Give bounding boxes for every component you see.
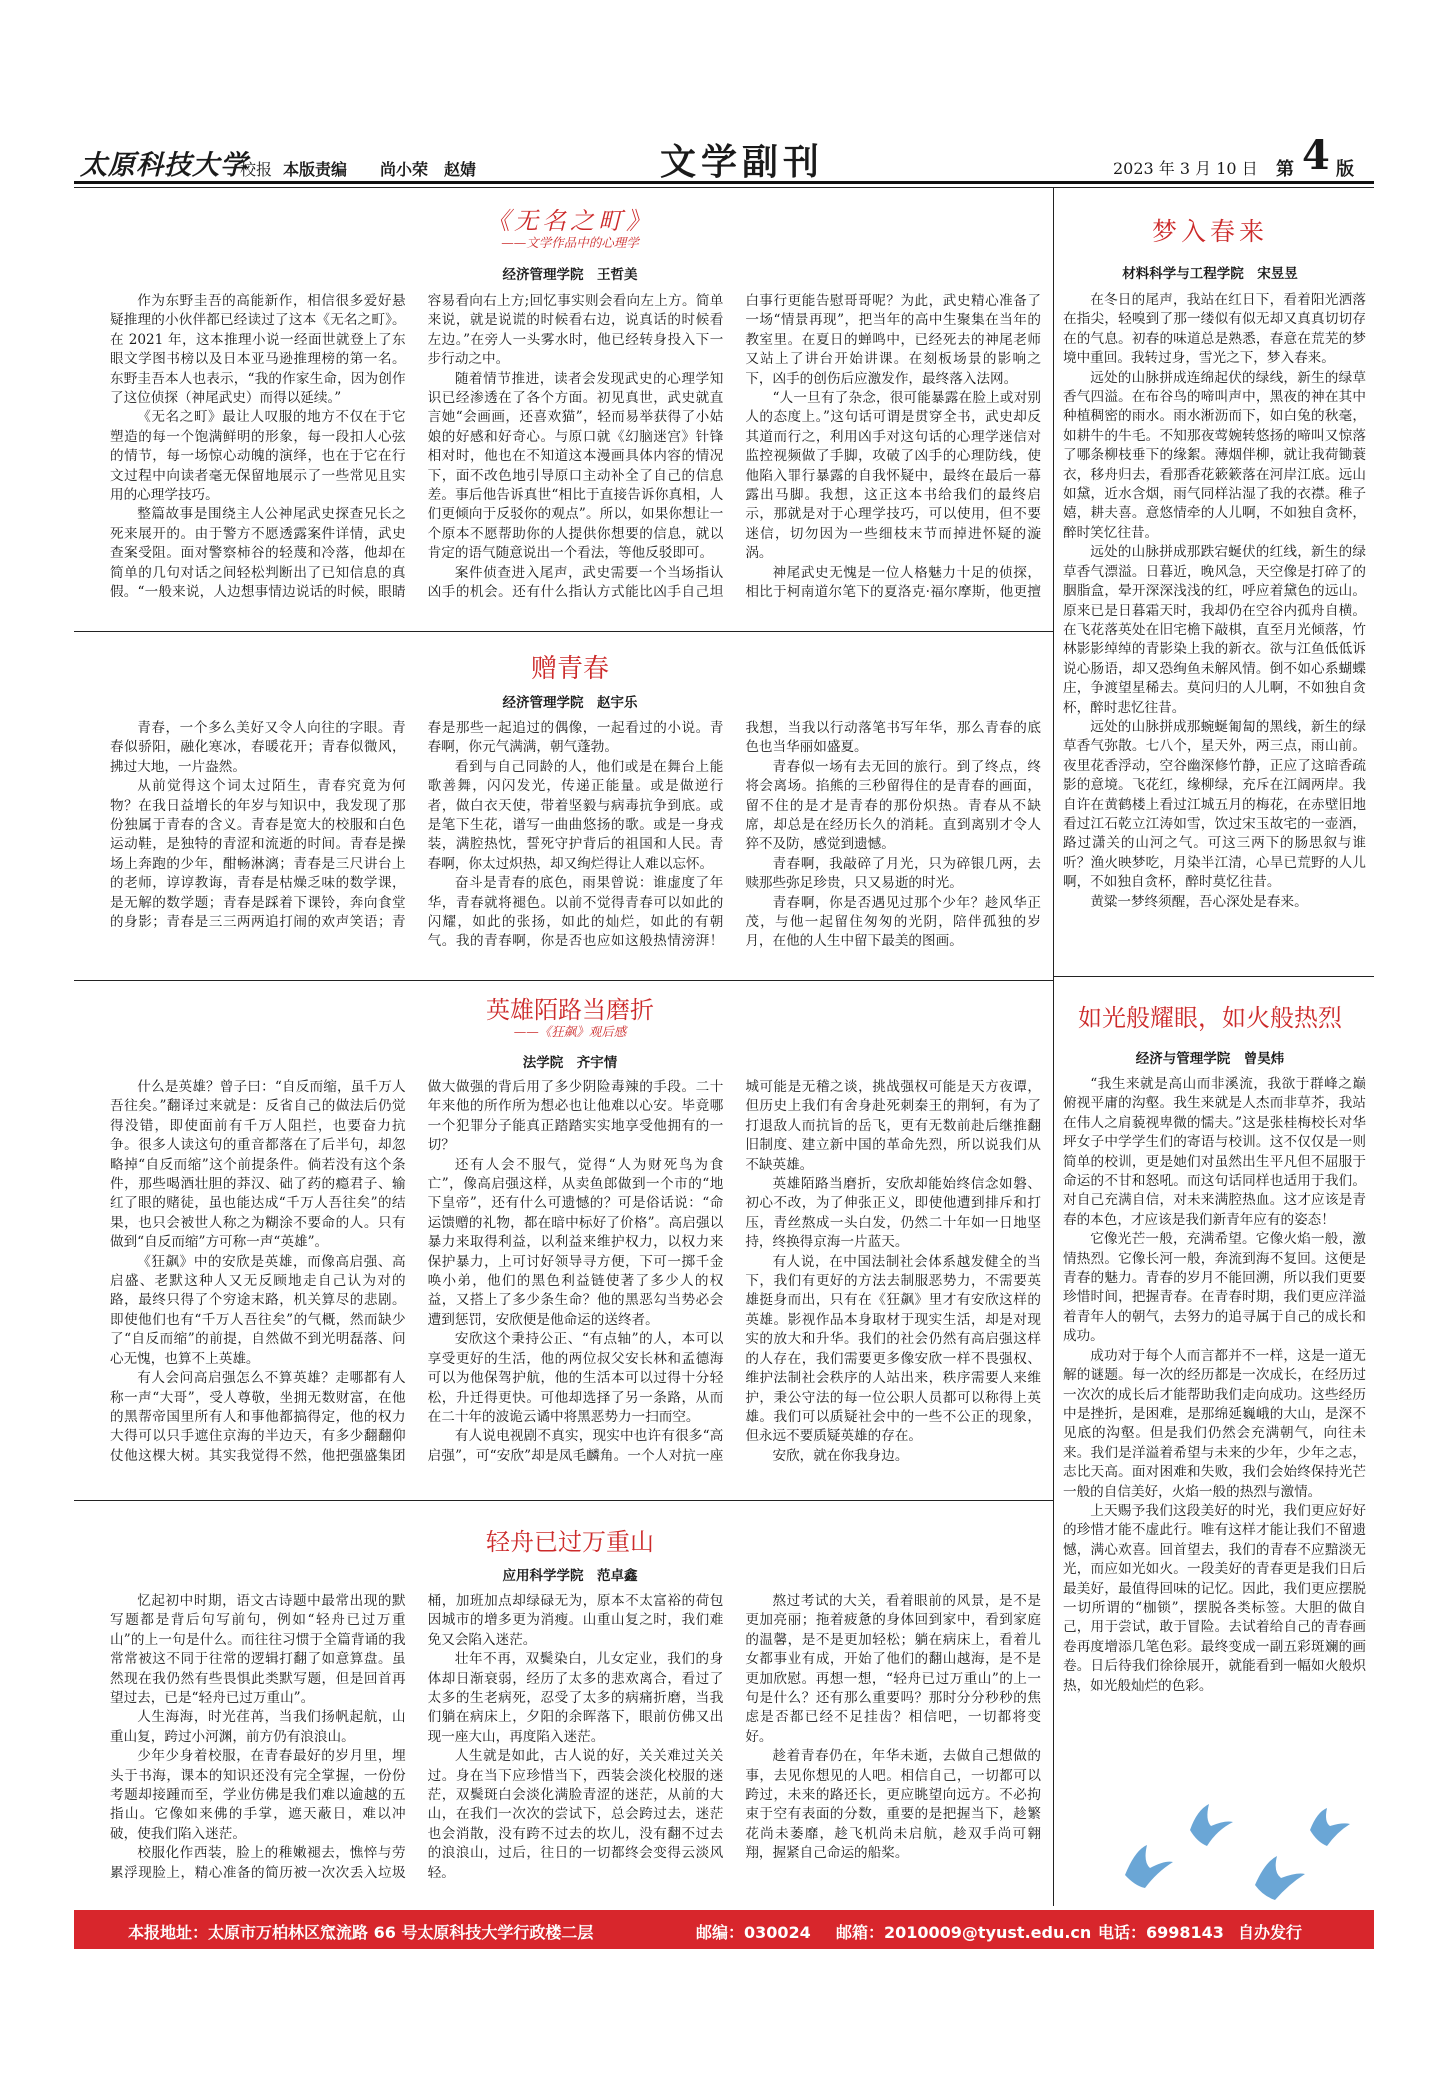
paragraph: “我生来就是高山而非溪流，我欲于群峰之巅俯视平庸的沟壑。我生来就是人杰而非草芥，我站在伟人之肩藐视卑微的懦夫。”这是张桂梅校长对华坪女子中学学生们的寄语与校训。这不仅仅是一则简单的校训，更是她们对虽然出生平凡但不屈服于命运的不甘和怒吼。而这句话同样也适用于我们。对自己充满自信，对未来满腔热血。这才应该是青春的本色，才应该是我们新青年应有的姿态！ bbox=[1063, 1076, 1366, 1228]
paragraph: 黄粱一梦终须醒，吾心深处是春来。 bbox=[1090, 893, 1308, 910]
paragraph: 随着情节推进，读者会发现武史的心理学知识已经渗透在了各个方面。初见真世，武史就直言她“会画画，还喜欢猫”，轻而易举获得了小姑娘的好感和好奇心。与原口就《幻脑迷宫》针锋相对时，他也在不知道这本漫画具体内容的情况下，面不改色地引导原口主动补全了自己的信息差。事后他告诉真世“相比于直接告诉你真相，人们更倾向于反驳你的观点”。所以，如果你想让一个原本不愿帮助你的人提供你想要的信息，就以肯定的语气随意说出一个看法，等他反驳即可。 bbox=[427, 370, 724, 562]
section-rule bbox=[74, 631, 1053, 632]
paragraph: 趁着青春仍在，年华未逝，去做自己想做的事，去见你想见的人吧。相信自己，一切都可以跨过，未来的路还长，更应眺望向远方。不必拘束于空有表面的分数，重要的是把握当下，趁繁花尚未萎靡，趁飞机尚未启航，趁双手尚可翱翔，握紧自己命运的船桨。 bbox=[745, 1748, 1041, 1862]
editor-label: 本版责编 bbox=[283, 160, 348, 179]
article-byline: 经济与管理学院 曾昊炜 bbox=[1135, 1051, 1285, 1067]
paragraph: “人一旦有了杂念，很可能暴露在脸上或对别人的态度上。”这句话可谓是贯穿全书，武史却反其道而行之，利用凶手对这句话的心理学迷信对监控视频做了手脚，攻破了凶手的心理防线，使他陷入罪行暴露的自我怀疑中，最终在最后一幕露出马脚。我想，这正这本书给我们的最终启示，那就是对于心理学技巧，可以使用，但不要迷信，切勿因为一些细枝末节而掉进怀疑的漩涡。 bbox=[745, 390, 1041, 562]
article-title: 《无名之町》 bbox=[486, 207, 654, 235]
paragraph: 安欣，就在你我身边。 bbox=[772, 1447, 909, 1464]
masthead-logo: 太原科技大学 bbox=[80, 150, 248, 181]
page-number: 4 bbox=[1302, 132, 1330, 179]
article-byline: 经济管理学院 王哲美 bbox=[502, 267, 638, 283]
paragraph: 有人会问高启强怎么不算英雄？走哪都有人称一声“大哥”，受人尊敬，坐拥无数财富，在他的黑帮帝国里所有人和事他都搞得定，他的权力大得可以只手遮住京海的半边天，有多少翻翻仰仗他这棵大树。其实我觉得不然，他把强盛集团做大做强的背后用了多少阴险毒辣的手段。二十年来他的所作所为想必也让他难以心安。毕竟哪一个犯罪分子能真正踏踏实实地享受他拥有的一切？ bbox=[110, 1079, 724, 1464]
paragraph: 什么是英雄？曾子曰：“自反而缩，虽千万人吾往矣。”翻译过来就是：反省自己的做法后仍觉得没错，即使面前有千万人阻拦，也要奋力抗争。很多人读这句的重音都落在了后半句，却忽略掉“自反而缩”这个前提条件。倘若没有这个条件，那些喝酒壮胆的莽汉、础了药的瘾君子、输红了眼的赌徒，虽也能达成“千万人吾往矣”的结果，也只会被世人称之为糊涂不要命的人。只有做到“自反而缩”方可称一声“英雄”。 bbox=[110, 1079, 406, 1251]
article-body bbox=[110, 1078, 1041, 1476]
article-body bbox=[110, 292, 1041, 608]
paragraph: 远处的山脉拼成那蜿蜒匍匐的黑线，新生的绿草香气弥散。七八个，星天外，两三点，雨山前。夜里花香浮动，空谷幽深修竹静，正应了这暗香疏影的意境。飞花红，缘柳绿，充斥在江阔两岸。我自许在黄鹤楼上看过江城五月的梅花，在赤壁旧地看过江石乾立江涛如雪，饮过宋玉故宅的一壶酒，路过潇关的山河之气。可这三两下的肠思叙与谁听？渔火映梦吃，月染半江清，心旱已荒野的人儿啊，不如独自贪杯，醉时莫忆往昔。 bbox=[1063, 718, 1366, 891]
page-label: 第 bbox=[1276, 159, 1294, 180]
paragraph: 人生就是如此，古人说的好，关关难过关关过。身在当下应珍惜当下，西装会淡化校服的迷茫，双鬓斑白会淡化满脸青涩的迷茫，从前的大山，在我们一次次的尝试下，总会跨过去，迷茫也会消散，没有跨不过去的坎儿，没有翻不过去的浪浪山，过后，往日的一切都终会变得云淡风轻。 bbox=[427, 1748, 724, 1881]
paragraph: 在冬日的尾声，我站在红日下，看着阳光洒落在指尖，轻嗅到了那一缕似有似无却又真真切切存在的气息。初春的味道总是熟悉，春意在荒芜的梦境中重回。我转过身，雪光之下，梦入春来。 bbox=[1063, 292, 1366, 367]
paragraph: 它像光芒一般，充满希望。它像火焰一般，激情热烈。它像长河一般，奔流到海不复回。这便是青春的魅力。青春的岁月不能回溯，所以我们更要珍惜时间，把握青春。在青春时期，我们更应洋溢着青年人的朝气，去努力的追寻属于自己的成长和成功。 bbox=[1063, 1231, 1366, 1345]
paragraph: 整篇故事是围绕主人公神尾武史探查兄长之死来展开的。由于警方不愿透露案件详情，武史查案受阻。面对警察柿谷的轻蔑和冷落，他却在简单的几句对话之间轻松判断出了已知信息的真假。“一般来说，人边想事情边说话的时候，眼睛容易看向右上方;回忆事实则会看向左上方。简单来说，就是说谎的时候看右边，说真话的时候看左边。”在旁人一头雾水时，他已经转身投入下一步行动之中。 bbox=[110, 293, 724, 601]
paragraph: 案件侦查进入尾声，武史需要一个当场指认凶手的机会。还有什么指认方式能比凶手自己坦白事行更能告慰哥哥呢？为此，武史精心准备了一场“情景再现”，把当年的高中生聚集在当年的教室里。在夏日的蝉鸣中，已经死去的神尾老师又站上了讲台开始讲课。在刻板场景的影响之下，凶手的创伤后应激发作，最终落入法网。 bbox=[427, 293, 1041, 601]
paragraph: 神尾武史无愧是一位人格魅力十足的侦探，相比于柯南道尔笔下的夏洛克·福尔摩斯，他更擅 bbox=[745, 564, 1041, 601]
paragraph: 远处的山脉拼成连绵起伏的绿线，新生的绿草香气四溢。在布谷鸟的啼叫声中，黑夜的神在其中种植稠密的雨水。雨水淅沥而下，如白兔的秋毫，如耕牛的牛毛。不知那夜莺婉转悠扬的啼叫又惊落了哪条柳枝垂下的缘絮。薄烟伴柳，就让我荷锄蓑衣，移舟归去，看那香花簌簌落在河岸江底。远山如黛，近水含烟，雨气同样沾湿了我的衣襟。稚子嬉，耕夫喜。意悠情牵的人儿啊，不如独自贪杯，醉时笑忆往昔。 bbox=[1063, 369, 1366, 541]
paragraph: 看到与自己同龄的人，他们或是在舞台上能歌善舞，闪闪发光，传递正能量。或是做逆行者，做白衣天使，带着坚毅与病毒抗争到底。或是笔下生花，谱写一曲曲悠扬的歌。或是一身戎装，满腔热忱，誓死守护背后的祖国和人民。青春啊，你太过炽热，却又绚烂得让人难以忘怀。 bbox=[427, 758, 724, 872]
paragraph: 安欣这个秉持公正、“有点轴”的人，本可以享受更好的生活，他的两位叔父安长林和孟德海可以为他保驾护航，他的生活本可以过得十分轻松，升迁得更快。可他却选择了另一条路，从而在二十年的波诡云谲中将黑恶势力一扫而空。 bbox=[427, 1331, 724, 1425]
paragraph: 壮年不再，双鬓染白，儿女定业，我们的身体却日渐衰弱，经历了太多的悲欢离合，看过了太多的生老病死，忍受了太多的病痛折磨，当我们躺在病床上，夕阳的余晖落下，眼前仿佛又出现一座大山，再度陷入迷茫。 bbox=[427, 1651, 724, 1745]
column-divider bbox=[1053, 188, 1054, 1906]
paragraph: 成功对于每个人而言都并不一样，这是一道无解的谜题。每一次的经历都是一次成长，在经历过一次次的成长后才能帮助我们走向成功。这些经历中是挫折，是困难，是那绵延巍峨的大山，是深不见底的沟壑。但是我们仍然会充满朝气，向往未来。我们是洋溢着希望与未来的少年，少年之志，志比天高。面对困难和失败，我们会始终保持光芒一般的自信美好，火焰一般的热烈与激情。 bbox=[1063, 1347, 1366, 1500]
article-body bbox=[110, 719, 1041, 975]
article-title: 梦入春来 bbox=[1151, 217, 1268, 246]
paragraph: 奋斗是青春的底色，雨果曾说：谁虚度了年华，青春就将褪色。以前不觉得青春可以如此的闪耀，如此的张扬，如此的灿烂，如此的有朝气。我的青春啊，你是否也应如这般热情滂湃！我想，当我以行动落笔书写年华，那么青春的底色也当华丽如盛夏。 bbox=[427, 720, 1041, 950]
issue-date: 2023 年 3 月 10 日 bbox=[1113, 159, 1258, 178]
paragraph: 青春啊，我敲碎了月光，只为碎银几两，去赎那些弥足珍贵，只又易逝的时光。 bbox=[745, 855, 1041, 892]
paragraph: 青春啊，你是否遇见过那个少年？趁风华正茂，与他一起留住匆匆的光阴，陪伴孤独的岁月，在他的人生中留下最美的图画。 bbox=[745, 894, 1041, 950]
paragraph: 从前觉得这个词太过陌生，青春究竟为何物？在我日益增长的年岁与知识中，我发现了那份独属于青春的含义。青春是宽大的校服和白色运动鞋，是独特的青涩和流逝的时间。青春是操场上奔跑的少年，酣畅淋漓；青春是三尺讲台上的老师，谆谆教诲，青春是枯燥乏味的数学课，是无解的数学题；青春是踩着下课铃，奔向食堂的身影；青春是三三两两追打闹的欢声笑语；青春是那些一起追过的偶像，一起看过的小说。青春啊，你元气满满，朝气蓬勃。 bbox=[110, 720, 724, 931]
paragraph: 校服化作西装，脸上的稚嫩褪去，憔悴与劳累浮现脸上，精心准备的简历被一次次丢入垃圾桶，加班加点却绿碌无为，原本不太富裕的荷包因城市的增多更为消瘦。山重山复之时，我们难免又会陷入迷茫。 bbox=[110, 1593, 724, 1881]
paragraph: 有人说，在中国法制社会体系越发健全的当下，我们有更好的方法去制服恶势力，不需要英雄挺身而出，只有在《狂飙》里才有安欣这样的英雄。影视作品本身取材于现实生活，却是对现实的放大和升华。我们的社会仍然有高启强这样的人存在，我们需要更多像安欣一样不畏强权、维护法制社会秩序的人站出来，秩序需要人来维护，秉公守法的每一位公职人员都可以称得上英雄。我们可以质疑社会中的一些不公正的现象，但永远不要质疑英雄的存在。 bbox=[745, 1253, 1041, 1445]
paragraph: 《无名之町》最让人叹服的地方不仅在于它塑造的每一个饱满鲜明的形象，每一段扣人心弦的情节，每一场惊心动魄的演绎，也在于它在行文过程中向读者毫无保留地展示了一些常见且实用的心理学技巧。 bbox=[110, 409, 406, 504]
editor-names: 尚小荣 赵婧 bbox=[380, 160, 477, 179]
article-byline: 经济管理学院 赵宇乐 bbox=[502, 695, 638, 711]
section-rule bbox=[74, 1500, 1053, 1501]
bird-icon bbox=[1105, 1790, 1365, 1905]
article-subtitle: ——文学作品中的心理学 bbox=[501, 235, 639, 250]
section-rule bbox=[74, 980, 1053, 981]
article-byline: 材料科学与工程学院 宋昱昱 bbox=[1122, 266, 1298, 282]
article-body bbox=[1063, 291, 1366, 970]
article-byline: 法学院 齐宇情 bbox=[522, 1055, 618, 1071]
page-unit: 版 bbox=[1336, 159, 1354, 180]
footer-distribution: 自办发行 bbox=[1238, 1923, 1303, 1942]
paragraph: 有人说电视剧不真实，现实中也许有很多“高启强”，可“安欣”却是凤毛麟角。一个人对抗一座城可能是无稽之谈，挑战强权可能是天方夜谭，但历史上我们有舍身赴死刺秦王的荆轲，有为了打退敌人而抗旨的岳飞，更有无数前赴后继推翻旧制度、建立新中国的革命先烈，所以说我们从不缺英雄。 bbox=[427, 1079, 1041, 1464]
paragraph: 少年少身着校服，在青春最好的岁月里，埋头于书海，课本的知识还没有完全掌握，一份份考题却接踵而至，学业仿佛是我们难以逾越的五指山。它像如来佛的手掌，遮天蔽日，难以冲破，使我们陷入迷茫。 bbox=[110, 1748, 406, 1842]
paragraph: 英雄陌路当磨折，安欣却能始终信念如磐、初心不改，为了伸张正义，即使他遭到排斥和打压，青丝熬成一头白发，仍然二十年如一日地坚持，终换得京海一片蓝天。 bbox=[745, 1176, 1041, 1251]
header-rule-thin bbox=[74, 187, 1374, 188]
paragraph: 还有人会不服气，觉得“人为财死鸟为食亡”，像高启强这样，从卖鱼郎做到一个市的“地下皇帝”，还有什么可遗憾的？可是俗话说：“命运馈赠的礼物，都在暗中标好了价格”。高启强以暴力来取得利益，以利益来维护权力，以权力来保护暴力，上可讨好领导寻方便，下可一掷千金唤小弟，他们的黑色利益链使著了多少人的权益，又搭上了多少条生命？他的黑恶勾当势必会遭到惩罚，安欣便是他命运的送终者。 bbox=[427, 1156, 724, 1328]
article-body bbox=[110, 1592, 1041, 1892]
article-title: 如光般耀眼，如火般热烈 bbox=[1078, 1004, 1342, 1032]
article-subtitle: ——《狂飙》观后感 bbox=[513, 1024, 627, 1039]
paragraph: 作为东野圭吾的高能新作，相信很多爱好悬疑推理的小伙伴都已经读过了这本《无名之町》。在 2021 年，这本推理小说一经面世就登上了东眼文学图书榜以及日本亚马逊推理榜的第一名。东野圭吾本人也表示，“我的作家生命，因为创作了这位侦探（神尾武史）而得以延续。” bbox=[110, 293, 406, 407]
paragraph: 人生海海，时光荏苒，当我们扬帆起航，山重山复，跨过小河渊，前方仍有浪浪山。 bbox=[110, 1709, 406, 1745]
paragraph: 青春，一个多么美好又令人向往的字眼。青春似骄阳，融化寒冰，春暖花开；青春似微风，拂过大地，一片盎然。 bbox=[110, 720, 406, 775]
article-byline: 应用科学学院 范卓鑫 bbox=[502, 1568, 638, 1584]
paragraph: 《狂飙》中的安欣是英雄，而像高启强、高启盛、老默这种人又无反顾地走自己认为对的路，最终只得了个穷途末路，机关算尽的悲剧。即使他们也有“千万人吾往矣”的气概，然而缺少了“自反而缩”的前提，自然做不到光明磊落、问心无愧，也算不上英雄。 bbox=[110, 1253, 406, 1367]
article-body bbox=[1063, 1075, 1366, 1782]
paragraph: 青春似一场有去无回的旅行。到了终点，终将会离场。掐熊的三秒留得住的是青春的画面，留不住的是才是青春的那份炽热。青春从不缺席，却总是在经历长久的消耗。直到离别才令人猝不及防，感觉到遗憾。 bbox=[745, 758, 1041, 853]
article-title: 赠青春 bbox=[530, 654, 609, 684]
paragraph: 熬过考试的大关，看着眼前的风景，是不是更加亮丽；拖着疲惫的身体回到家中，看到家庭的温馨，是不是更加轻松；躺在病床上，看着儿女都事业有成，开始了他们的翻山越海，是不是更加欣慰。再想一想，“轻舟已过万重山”的上一句是什么？还有那么重要吗？那时分分秒秒的焦虑是否都已经不足挂齿？相信吧，一切都将变好。 bbox=[745, 1593, 1041, 1745]
footer-address: 本报地址：太原市万柏林区窊流路 66 号太原科技大学行政楼二层 bbox=[128, 1923, 594, 1942]
section-title: 文学副刊 bbox=[660, 142, 825, 183]
masthead-paper: 校报 bbox=[240, 160, 273, 179]
paragraph: 远处的山脉拼成那跌宕蜒伏的红线，新生的绿草香气漂溢。日暮近，晚风急，天空像是打碎了的胭脂盒，晕开深深浅浅的红，呼应着黛色的远山。原来已是日暮霜天时，我却仍在空谷内孤舟自横。在飞花落英处在旧宅檐下敲棋，直至月光倾落，竹林影影绰绰的青影染上我的新衣。欲与江鱼低低诉说心肠语，却又恐绚鱼未解风情。倒不如心系蝴蝶庄，争渡望星稀去。莫问归的人儿啊，不如独自贪杯，醉时悲忆往昔。 bbox=[1063, 544, 1366, 716]
section-rule bbox=[1053, 976, 1374, 977]
header-rule bbox=[74, 181, 1374, 184]
footer-postcode: 邮编：030024 bbox=[696, 1923, 811, 1942]
footer-bar bbox=[74, 1910, 1374, 1949]
footer-email: 邮箱：2010009@tyust.edu.cn bbox=[836, 1923, 1092, 1942]
paragraph: 上天赐予我们这段美好的时光，我们更应好好的珍惜才能不虚此行。唯有这样才能让我们不留遗憾，满心欢喜。回首望去，我们的青春不应黯淡无光，而应如光如火。一段美好的青春更是我们日后最美好，最值得回味的记忆。因此，我们更应摆脱一切所谓的“枷锁”，摆脱各类标签。大胆的做自己，用于尝试，敢于冒险。去试着给自己的青春画卷再度增添几笔色彩。最终变成一副五彩斑斓的画卷。日后待我们徐徐展开，就能看到一幅如火般炽热，如光般灿烂的色彩。 bbox=[1063, 1502, 1366, 1694]
article-title: 轻舟已过万重山 bbox=[486, 1528, 654, 1556]
article-title: 英雄陌路当磨折 bbox=[486, 996, 654, 1024]
footer-phone: 电话：6998143 bbox=[1098, 1923, 1224, 1942]
paragraph: 忆起初中时期，语文古诗题中最常出现的默写题都是背后句写前句，例如“轻舟已过万重山”的上一句是什么。而往往习惯于全篇背诵的我常常被这不同于往常的逻辑打翻了如意算盘。虽然现在我仍然有些畏惧此类默写题，但是回首再望过去，已是“轻舟已过万重山”。 bbox=[110, 1593, 406, 1707]
